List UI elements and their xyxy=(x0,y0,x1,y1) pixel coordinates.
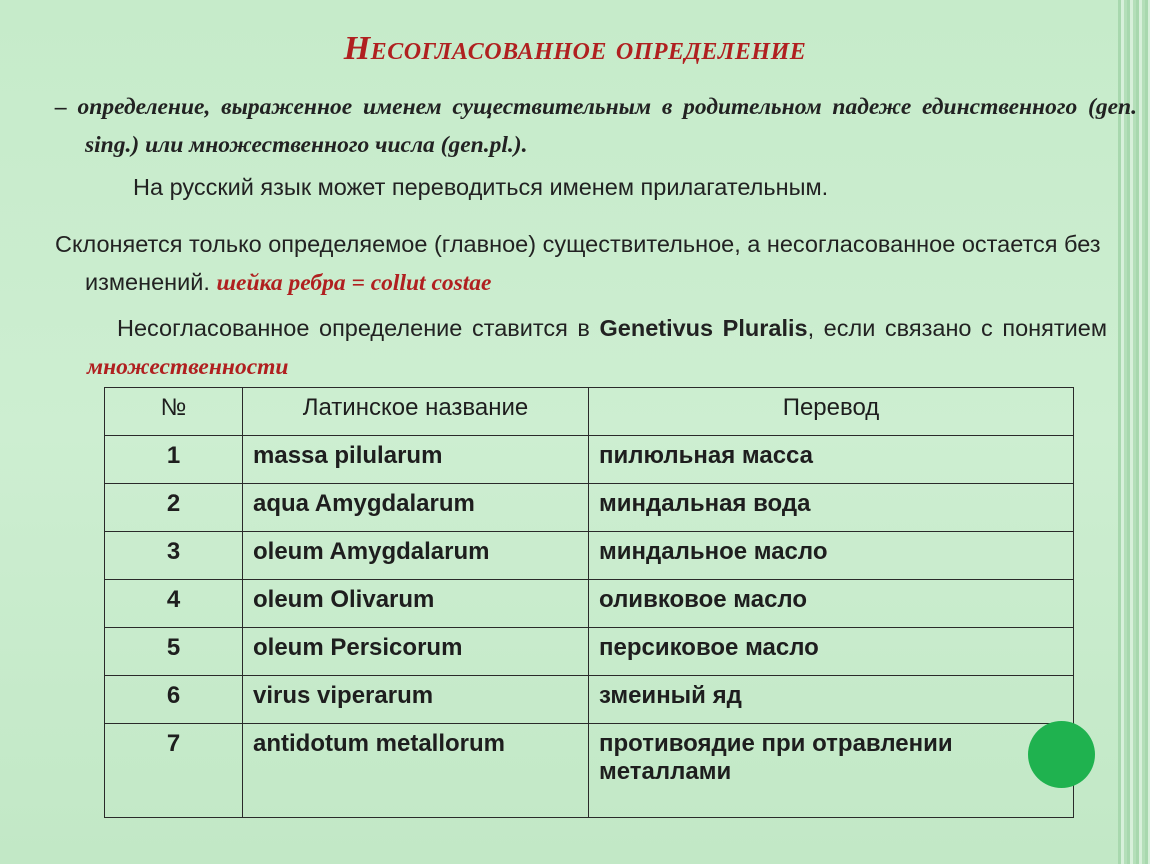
row-latin: antidotum metallorum xyxy=(243,724,589,818)
plural-emphasis: множественности xyxy=(87,354,289,380)
table-row xyxy=(105,532,1074,580)
row-translation: персиковое масло xyxy=(589,628,1074,676)
plural-note-text: Несогласованное определение ставится в xyxy=(117,315,590,341)
row-translation: противоядие при отравлении металлами xyxy=(589,724,1074,818)
green-circle-decoration xyxy=(1028,721,1095,788)
row-latin: oleum Olivarum xyxy=(243,580,589,628)
plural-note-mid: , если связано с понятием xyxy=(807,315,1107,341)
table-header-row xyxy=(105,388,1074,436)
row-latin: aqua Amygdalarum xyxy=(243,484,589,532)
row-translation: пилюльная масса xyxy=(589,436,1074,484)
row-translation: оливковое масло xyxy=(589,580,1074,628)
table-row xyxy=(105,436,1074,484)
declension-text: Склоняется только определяемое (главное) существительное, а несогласованное остается без изменений. xyxy=(55,231,1101,295)
examples-table xyxy=(104,387,1074,818)
definition-text: – определение, выраженное именем существительным в родительном падеже единственного (gen. sing.) или множественного числа (gen.pl.). xyxy=(55,94,1137,158)
table-row xyxy=(105,676,1074,724)
row-latin: oleum Amygdalarum xyxy=(243,532,589,580)
page-title: Несогласованное определение xyxy=(343,30,807,67)
header-number: № xyxy=(105,388,243,436)
table-row xyxy=(105,724,1074,818)
table-row xyxy=(105,628,1074,676)
row-number: 7 xyxy=(105,724,243,818)
row-number: 2 xyxy=(105,484,243,532)
declension-note xyxy=(55,225,1145,302)
plural-term: Genetivus Pluralis xyxy=(599,315,808,341)
table-row xyxy=(105,484,1074,532)
plural-note xyxy=(87,309,1107,386)
row-number: 6 xyxy=(105,676,243,724)
row-latin: oleum Persicorum xyxy=(243,628,589,676)
header-translation: Перевод xyxy=(589,388,1074,436)
row-translation: змеиный яд xyxy=(589,676,1074,724)
header-latin: Латинское название xyxy=(243,388,589,436)
row-latin: massa pilularum xyxy=(243,436,589,484)
row-number: 4 xyxy=(105,580,243,628)
example-text: шейка ребра = collut costae xyxy=(216,270,492,296)
row-number: 5 xyxy=(105,628,243,676)
row-number: 3 xyxy=(105,532,243,580)
translation-note: На русский язык может переводиться именем прилагательным. xyxy=(133,174,829,200)
row-translation: миндальное масло xyxy=(589,532,1074,580)
table-row xyxy=(105,580,1074,628)
row-number: 1 xyxy=(105,436,243,484)
row-latin: virus viperarum xyxy=(243,676,589,724)
row-translation: миндальная вода xyxy=(589,484,1074,532)
